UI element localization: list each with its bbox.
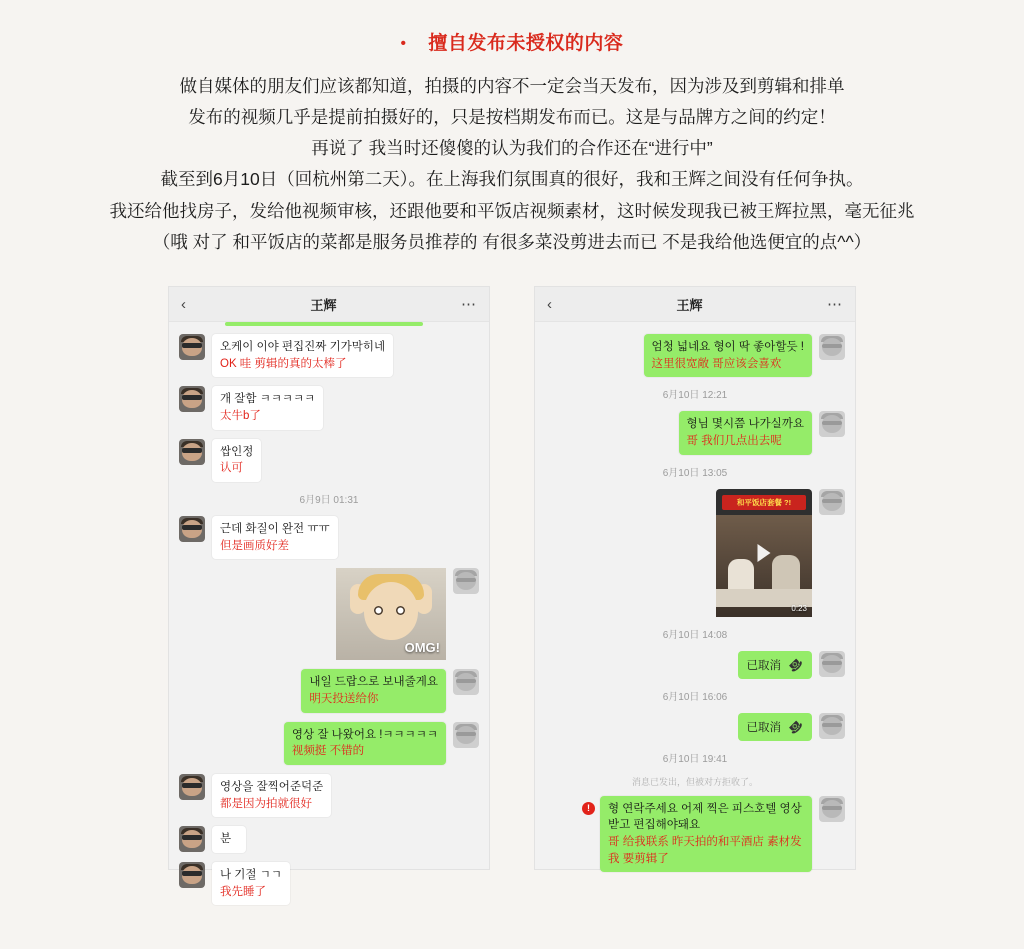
chat-screenshot-right	[534, 286, 856, 870]
message-ko: 영상을 잘찍어준덕준	[220, 781, 324, 794]
message-row	[179, 862, 479, 905]
page-title	[0, 28, 1024, 55]
message-zh: 认可	[220, 462, 243, 475]
video-duration: 0:23	[791, 603, 807, 613]
paragraph-4: 截至到6月10日（回杭州第二天）。在上海我们氛围真的很好，我和王辉之间没有任何争执。	[160, 169, 864, 190]
message-bubble[interactable]	[212, 439, 261, 482]
message-bubble[interactable]	[212, 334, 393, 377]
message-ko: 개 잘함 ㅋㅋㅋㅋㅋ	[220, 393, 316, 406]
message-bubble[interactable]	[284, 722, 446, 765]
paragraph-6: （哦 对了 和平饭店的菜都是服务员推荐的 有很多菜没剪进去而已 不是我给他选便宜的点^^）	[152, 231, 872, 252]
message-row	[545, 334, 845, 377]
article-body	[0, 71, 1024, 258]
screenshots-row	[0, 286, 1024, 898]
paragraph-2: 发布的视频几乎是提前拍摄好的，只是按档期发布而已。这是与品牌方之间的约定！	[188, 107, 836, 128]
avatar	[179, 862, 205, 888]
message-ko: 형 연락주세요 어제 찍은 피스호텔 영상 받고 편집해야돼요	[608, 802, 802, 832]
message-zh: 哥 我们几点出去呢	[686, 435, 782, 448]
message-ko: 분	[220, 833, 232, 846]
message-row	[545, 651, 845, 679]
back-chevron-icon[interactable]: ‹	[547, 295, 552, 313]
message-row	[179, 568, 479, 660]
video-thumbnail	[716, 515, 812, 617]
message-zh: 明天投送给你	[309, 693, 379, 706]
avatar	[453, 568, 479, 594]
chat-header-left	[169, 287, 489, 322]
avatar	[179, 334, 205, 360]
timestamp: 6月10日 14:08	[662, 629, 728, 641]
meme-image	[336, 568, 446, 660]
avatar	[819, 796, 845, 822]
message-ko: 영상 잘 나왔어요 !ㅋㅋㅋㅋㅋ	[291, 728, 438, 741]
call-status-text: 已取消	[746, 659, 782, 672]
video-attachment[interactable]	[716, 489, 812, 617]
message-row	[545, 489, 845, 617]
avatar	[179, 439, 205, 465]
system-notice: 消息已发出，但被对方拒收了。	[631, 776, 758, 787]
message-row	[179, 722, 479, 765]
message-ko: 형님 몇시쯤 나가실까요	[686, 418, 804, 431]
meme-caption: OMG!	[404, 640, 440, 656]
message-ko: 쌉인정	[220, 445, 254, 458]
chat-body-right	[535, 326, 855, 865]
avatar	[179, 774, 205, 800]
message-bubble[interactable]	[212, 826, 246, 853]
message-row-blocked	[545, 796, 845, 873]
message-bubble[interactable]	[212, 862, 290, 905]
timestamp: 6月10日 13:05	[662, 467, 728, 479]
document-page	[0, 28, 1024, 949]
timestamp: 6月9日 01:31	[299, 495, 359, 507]
message-row	[545, 713, 845, 741]
message-row	[545, 411, 845, 454]
message-row	[179, 669, 479, 712]
avatar	[819, 713, 845, 739]
chat-header-right	[535, 287, 855, 322]
image-attachment[interactable]	[336, 568, 446, 660]
phone-icon: ☎	[785, 654, 806, 675]
message-bubble[interactable]	[212, 774, 331, 817]
message-bubble[interactable]	[212, 516, 338, 559]
avatar	[819, 651, 845, 677]
avatar	[179, 516, 205, 542]
message-zh: 但是画质好差	[220, 539, 289, 552]
message-zh: 太牛b了	[220, 410, 261, 423]
message-zh: 这里很宽敞 哥应该会喜欢	[651, 357, 782, 370]
call-bubble[interactable]	[738, 713, 812, 741]
chat-body-left	[169, 326, 489, 898]
play-icon[interactable]	[758, 544, 771, 562]
avatar	[453, 669, 479, 695]
avatar	[819, 334, 845, 360]
message-ko: 내일 드랍으로 보내줄게요	[309, 676, 438, 689]
message-row	[179, 774, 479, 817]
timestamp: 6月10日 19:41	[662, 753, 728, 765]
message-row	[179, 826, 479, 853]
more-dots-icon[interactable]: ⋯	[826, 295, 843, 313]
back-chevron-icon[interactable]: ‹	[181, 295, 186, 313]
message-bubble[interactable]	[644, 334, 812, 377]
avatar	[179, 826, 205, 852]
message-row	[179, 439, 479, 482]
avatar	[819, 489, 845, 515]
message-row	[179, 516, 479, 559]
message-zh: OK 哇 剪辑的真的太棒了	[220, 357, 347, 370]
more-dots-icon[interactable]: ⋯	[460, 295, 477, 313]
paragraph-3: 再说了 我当时还傻傻的认为我们的合作还在“进行中”	[311, 138, 713, 159]
chat-screenshot-left	[168, 286, 490, 898]
chat-title-right: 王辉	[676, 297, 703, 313]
message-row	[179, 334, 479, 377]
avatar	[819, 411, 845, 437]
headline-text: 擅自发布未授权的内容	[428, 33, 624, 54]
message-zh: 我先睡了	[220, 885, 266, 898]
avatar	[453, 722, 479, 748]
message-ko: 나 기절 ㄱㄱ	[220, 869, 282, 882]
message-ko: 오케이 이야 편집진짜 기가막히네	[220, 341, 386, 353]
timestamp: 6月10日 16:06	[662, 691, 728, 703]
message-bubble[interactable]	[301, 669, 446, 712]
avatar	[179, 386, 205, 412]
message-bubble[interactable]	[212, 386, 323, 429]
message-bubble[interactable]	[679, 411, 812, 454]
phone-icon: ☎	[785, 716, 806, 737]
blocked-warning-icon: !	[582, 802, 595, 815]
bullet-icon: •	[400, 35, 407, 53]
video-banner: 和平饭店套餐 ?!	[722, 495, 806, 510]
message-zh: 哥 给我联系 昨天拍的和平酒店 素材发我 要剪辑了	[608, 836, 802, 865]
message-row	[179, 386, 479, 429]
message-zh: 视频挺 不错的	[291, 745, 365, 758]
timestamp: 6月10日 12:21	[662, 390, 728, 402]
message-bubble[interactable]	[600, 796, 812, 873]
call-bubble[interactable]	[738, 651, 812, 679]
message-zh: 都是因为拍就很好	[220, 797, 312, 810]
message-ko: 엄청 넓네요 형이 딱 좋아할듯 !	[651, 341, 804, 353]
paragraph-5: 我还给他找房子，发给他视频审核，还跟他要和平饭店视频素材，这时候发现我已被王辉拉黑，毫无征兆	[109, 200, 915, 221]
chat-title-left: 王辉	[310, 297, 337, 313]
paragraph-1: 做自媒体的朋友们应该都知道，拍摄的内容不一定会当天发布，因为涉及到剪辑和排单	[179, 76, 845, 96]
call-status-text: 已取消	[746, 721, 782, 734]
message-ko: 근데 화질이 완전 ㅠㅠ	[220, 523, 330, 536]
